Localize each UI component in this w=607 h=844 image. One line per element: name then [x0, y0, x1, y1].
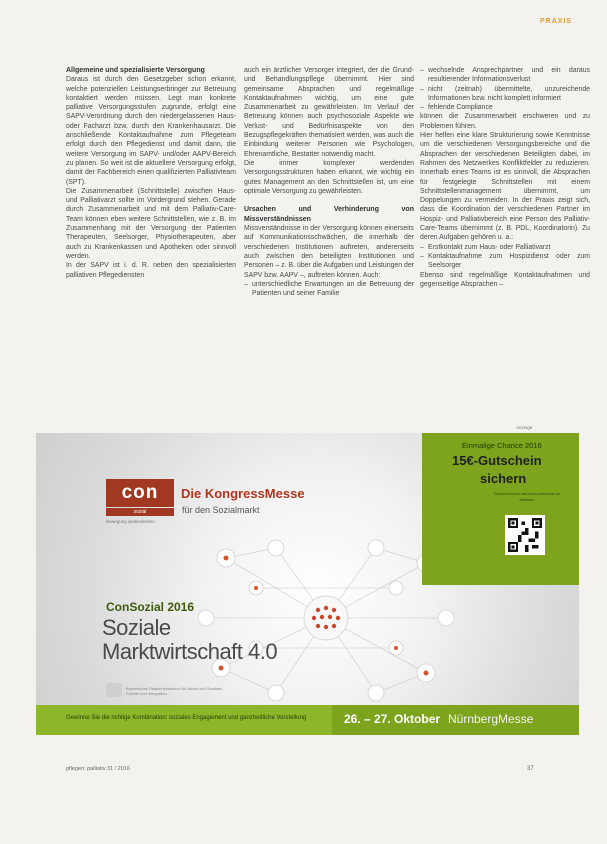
- voucher-tagline: Einmalige Chance 2016: [462, 441, 542, 450]
- list-item: – fehlende Compliance: [420, 103, 590, 112]
- logo-text: con: [121, 482, 159, 503]
- sponsor-text: Bayerisches Staatsministerium für Arbeit und Soziales, Familie und Integration: [126, 686, 223, 696]
- consozial-logo: [106, 479, 174, 507]
- event-date-box: [332, 705, 579, 735]
- section-heading: Ursachen und Verhinderung von Missverständnissen: [244, 206, 414, 223]
- list-item: – Kontaktaufnahme zum Hospizdienst oder zum Seelsorger: [420, 252, 590, 271]
- voucher-call-to-action[interactable]: sichern: [480, 471, 527, 486]
- paragraph: Hier helfen eine klare Strukturierung sowie Kenntnisse um die verschiedenen Versorgungsbereiche und die Absprachen der verschiedenen Beteiligten dabei, im Rahmen des Netzwerkes Konfliktfelder zu reduzieren. Innerhalb eines Teams ist es sinnvoll, die Absprachen für festgelegte Schnittstellen mit einem Schnittstellenmanagement übernimmt, um Doppelungen zu vermeiden. In der Praxis zeigt sich, dass die Koordination der verschiedenen Partner im Hospiz- und Palliativbereich eine Person des Palliativ-Care-Teams übernimmt (z. B. PDL, Koordinatorin). Zu deren Aufgaben gehören u. a.:: [420, 132, 590, 242]
- event-date: 26. – 27. Oktober: [344, 712, 441, 726]
- voucher-amount: 15€-Gutschein: [452, 453, 542, 468]
- event-location: NürnbergMesse: [448, 712, 534, 726]
- list-item: – nicht (zeitnah) übermittelte, unzureichende Informationen bzw. nicht komplett informiert: [420, 85, 590, 104]
- paragraph: Die Zusammenarbeit (Schnittstelle) zwischen Haus- und Palliativarzt sollte im Vordergrund stehen. Gerade durch Zusammenarbeit und mit dem Palliativ-Care-Team können eben weitere Schnittstellen, wie z. B. im Zusammenhang mit der Versorgung der Patienten Therapeuten, Seelsorger, Physiotherapeuten, aber auch zu Krankenkassen und Apotheken oder sinnvoll werden.: [66, 187, 236, 260]
- paragraph: auch ein ärztlicher Versorger integriert, der die Grund- und Behandlungspflege übernimmt. Hier sind gemeinsame Absprachen und regelmäßige Kontaktaufnahmen wichtig, um eine gute Zusammenarbeit zu gewährleisten. Im Verlauf der Betreuung können auch psychosoziale Aspekte wie Verlust- und Bedürfnisaspekte von den Bezugspflegekräften thematisiert werden, was auch die Einbindung weiterer Personen wie Psychologen, Ehrenamtliche, Bestatter notwendig macht.: [244, 67, 414, 158]
- qr-code-icon[interactable]: [505, 515, 545, 555]
- section-heading: Allgemeine und spezialisierte Versorgung: [66, 67, 205, 74]
- logo-slogan: bewegung weiterdenken: [106, 519, 155, 524]
- bullet-list: [420, 243, 590, 271]
- list-item: – Erstkontakt zum Haus- oder Palliativarzt: [420, 243, 590, 252]
- list-item: – unterschiedliche Erwartungen an die Betreuung der Patienten und seiner Familie: [244, 280, 414, 299]
- bullet-list: [420, 66, 590, 112]
- paragraph: Daraus ist durch den Gesetzgeber schon erkannt, welche potenziellen Leistungserbringer zur Betreuung kontaktiert werden müssen. Legt man konkrete palliative Versorgungsstufen zugrunde, erfolgt eine SAPV-Verordnung durch den niedergelassenen Haus- oder Facharzt bzw. durch den Krankenhausarzt. Die anschließende Kontaktaufnahme zum Pflegeteam erfolgt durch den Pflegedienst und damit dann, die weitere Versorgung im SAPV- und/oder AAPV-Bereich zu planen. So weit ist die aktuellere Versorgung erfolgt, damit der Fachbereich einen qualifizierten Palliativteam (SPT).: [66, 76, 236, 186]
- text-column-3: [420, 66, 590, 289]
- section-label: PRAXIS: [540, 18, 573, 25]
- ad-main-area: [36, 433, 579, 705]
- text-column-1: [66, 66, 236, 280]
- logo-subtitle: sozial: [106, 508, 174, 516]
- ad-label: Anzeige: [516, 425, 533, 430]
- event-theme-line-1: Soziale: [102, 615, 171, 640]
- event-theme-line-2: Marktwirtschaft 4.0: [102, 639, 278, 664]
- ad-bottom-text: Gewinne Sie die richtige Kombination: soziales Engagement und ganzheitliche Vorstellung: [66, 715, 307, 721]
- ad-bottom-bar: [36, 705, 579, 735]
- paragraph: Die immer komplexer werdenden Versorgungsstrukturen haben erkannt, wie wichtig ein gutes Management an den Schnittstellen ist, um eine optimale Versorgung zu gewährleisten.: [244, 159, 414, 195]
- event-name: ConSozial 2016: [106, 600, 195, 614]
- voucher-box[interactable]: [422, 433, 579, 585]
- bullet-list: [244, 280, 414, 299]
- ad-subheadline: für den Sozialmarkt: [182, 505, 260, 515]
- page-number: 37: [527, 766, 534, 772]
- journal-footer: pflegen: palliativ 31 / 2016: [66, 766, 130, 772]
- ad-headline: Die KongressMesse: [181, 486, 305, 501]
- paragraph: können die Zusammenarbeit erschweren und zu Problemen führen.: [420, 113, 590, 130]
- bavarian-crest-icon: [106, 683, 122, 697]
- advertisement-banner[interactable]: [36, 433, 579, 735]
- text-column-2: [244, 66, 414, 298]
- paragraph: Missverständnisse in der Versorgung können einerseits auf Kommunikationsschwächen, die innerhalb der verschiedenen Institutionen auftreten, andererseits auch zwischen den beteiligten Institutionen und Personen – z. B. über die Aufgaben und Leistungen der SAPV bzw. AAPV –, auftreten können. Auch:: [244, 225, 414, 279]
- paragraph: In der SAPV ist i. d. R. neben den spezialisierten palliativen Pflegediensten: [66, 262, 236, 279]
- paragraph: Ebenso sind regelmäßige Kontaktaufnahmen und gegenseitige Absprachen –: [420, 271, 590, 288]
- list-item: – wechselnde Ansprechpartner und ein daraus resultierender Informationsverlust: [420, 66, 590, 85]
- voucher-fineprint: Gutscheincode auf www.consozial.de einlösen: [493, 491, 561, 502]
